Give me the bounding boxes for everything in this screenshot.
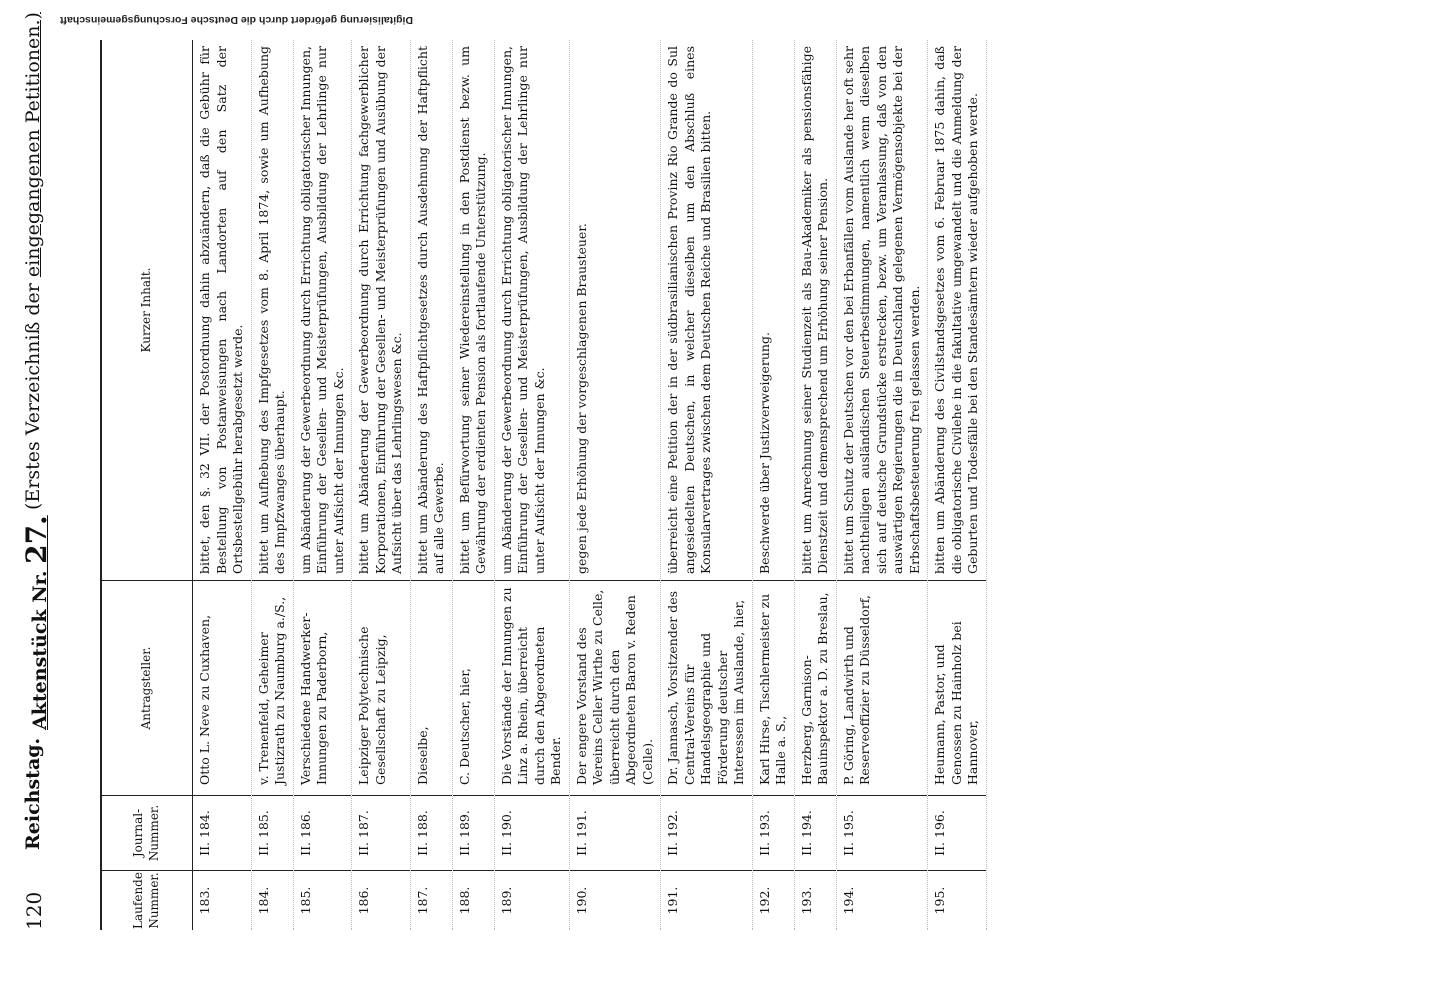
publisher-title: Reichstag. (22, 737, 44, 850)
cell-laufende-nummer: 183. (193, 870, 251, 930)
cell-journal-nummer: II. 196. (928, 795, 986, 870)
cell-laufende-nummer: 186. (352, 870, 410, 930)
column-header-antragsteller: Antragsteller. (102, 580, 192, 795)
cell-antragsteller: Die Vorstände der Innungen zu Linz a. Rhein, überreicht durch den Abgeordneten Bender. (495, 580, 569, 795)
cell-inhalt: um Abänderung der Gewerbeordnung durch Errichtung obligatorischer Innungen, Einführung der Gesellen- und Meisterprüfungen, Ausbildung der Lehrlinge nur unter Aufsicht der Innungen &c. (498, 46, 547, 574)
cell-laufende-nummer: 193. (795, 870, 836, 930)
cell-inhalt: um Abänderung der Gewerbeordnung durch Errichtung obligatorischer Innungen, Einführung der Gesellen- und Meisterprüfungen, Ausbildung der Lehrlinge nur unter Aufsicht der Innungen &c. (297, 46, 346, 574)
table-row (411, 40, 453, 930)
cell-inhalt: bitten um Abänderung des Civilstandsgesetzes vom 6. Februar 1875 dahin, daß die obligatorische Civilehe in die fakultative umgewandelt und die Anmeldung der Geburten und Todesfälle bei den Standesämtern wieder aufgehoben werde. (932, 46, 980, 574)
cell-journal-nummer: II. 188. (411, 795, 452, 870)
subtitle-underlined: eingegangenen Petitionen.) (22, 12, 44, 278)
document-title (20, 515, 53, 730)
cell-inhalt: Beschwerde über Justizverweigerung. (756, 332, 772, 574)
column-header-inhalt: Kurzer Inhalt. (139, 267, 154, 353)
petitions-table (100, 40, 987, 930)
cell-inhalt: überreicht eine Petition der in der südbrasilianischen Provinz Rio Grande do Sul angesiedelten Deutschen, in welcher dieselben um den Abschluß eines Konsularvertrages zwischen dem Deutschen Reiche und Brasilien bitten. (665, 46, 713, 574)
cell-inhalt: bittet um Abänderung der Gewerbeordnung durch Errichtung fachgewerblicher Korporationen, Einführung der Gesellen- und Meisterprüfungen und Ausübung der Aufsicht über das Lehrlingswesen &c. (356, 46, 404, 574)
cell-antragsteller: Karl Hirse, Tischlermeister zu Halle a. S., (753, 580, 794, 795)
cell-journal-nummer: II. 195. (837, 795, 928, 870)
cell-journal-nummer: II. 189. (453, 795, 494, 870)
cell-antragsteller: Dr. Jannasch, Vorsitzender des Central-Vereins für Handelsgeographie und Förderung deutscher Interessen im Auslande, hier, (661, 580, 752, 795)
table-row (453, 40, 495, 930)
funding-note: Digitalisierung gefördert durch die Deutsche Forschungsgemeinschaft (60, 14, 413, 26)
cell-journal-nummer: II. 184. (193, 795, 251, 870)
cell-journal-nummer: II. 185. (252, 795, 293, 870)
document-number: 27. (20, 515, 53, 564)
cell-journal-nummer: II. 193. (753, 795, 794, 870)
cell-laufende-nummer: 194. (837, 870, 928, 930)
table-row (928, 40, 987, 930)
document-subtitle (22, 12, 44, 510)
cell-laufende-nummer: 191. (661, 870, 752, 930)
cell-antragsteller: Der engere Vorstand des Vereins Celler Wirthe zu Celle, überreicht durch den Abgeordneten Baron v. Reden (Celle). (570, 580, 661, 795)
cell-antragsteller: Heumann, Pastor, und Genossen zu Hainholz bei Hannover, (928, 580, 986, 795)
side-note (60, 10, 1060, 26)
subtitle-prefix: (Erstes Verzeichniß der (22, 283, 44, 510)
cell-inhalt: bittet um Schutz der Deutschen vor den bei Erbanfällen vom Auslande her oft sehr nachtheiligen ausländischen Steuerbestimmungen, namentlich wenn dieselben sich auf deutsche Grundstücke erstrecken, bezw. um Veranlassung, daß von den auswärtigen Regierungen die in Deutschland gelegenen Vermögensobjekte bei der Erbschaftsbesteuerung frei gelassen werden. (840, 46, 922, 574)
table-row (570, 40, 662, 930)
table-row (193, 40, 252, 930)
cell-journal-nummer: II. 191. (570, 795, 661, 870)
cell-laufende-nummer: 187. (411, 870, 452, 930)
column-header-journal: Journal-Nummer. (102, 795, 192, 870)
document-prefix: Aktenstück Nr. (29, 570, 51, 730)
column-header-laufende: Laufende Nummer. (102, 870, 192, 930)
cell-journal-nummer: II. 194. (795, 795, 836, 870)
page-header (12, 12, 60, 970)
table-row (753, 40, 795, 930)
page-number: 120 (22, 891, 46, 930)
cell-laufende-nummer: 184. (252, 870, 293, 930)
cell-laufende-nummer: 195. (928, 870, 986, 930)
table-row (795, 40, 837, 930)
cell-antragsteller: C. Deutscher, hier, (453, 580, 494, 795)
cell-journal-nummer: II. 187. (352, 795, 410, 870)
cell-laufende-nummer: 189. (495, 870, 569, 930)
cell-inhalt: bittet um Anrechnung seiner Studienzeit als Bau-Akademiker als pensionsfähige Dienstzeit und demensprechend um Erhöhung seiner Pension. (798, 46, 830, 574)
table-row (252, 40, 294, 930)
cell-antragsteller: Leipziger Polytechnische Gesellschaft zu Leipzig, (352, 580, 410, 795)
cell-antragsteller: P. Göring, Landwirth und Reserveoffizier zu Düsseldorf, (837, 580, 928, 795)
cell-laufende-nummer: 188. (453, 870, 494, 930)
table-row (661, 40, 753, 930)
cell-laufende-nummer: 185. (294, 870, 352, 930)
cell-antragsteller: v. Trenenfeld, Geheimer Justizrath zu Naumburg a./S., (252, 580, 293, 795)
cell-laufende-nummer: 192. (753, 870, 794, 930)
cell-inhalt: bittet, den §. 32 VII. der Postordnung dahin abzuändern, daß die Gebühr für Bestellung von Postanweisungen nach Landorten auf den Satz der Ortsbestellgebühr herabgesetzt werde. (197, 46, 245, 574)
cell-inhalt: bittet um Befürwortung seiner Wiedereinstellung in den Postdienst bezw. um Gewährung der erdienten Pension als fortlaufende Unterstützung. (456, 46, 488, 574)
table-header (102, 40, 193, 930)
table-row (352, 40, 411, 930)
cell-antragsteller: Herzberg, Garnison-Bauinspektor a. D. zu Breslau, (795, 580, 836, 795)
table-body (193, 40, 987, 930)
cell-inhalt: bittet um Aufhebung des Impfgesetzes vom 8. April 1874, sowie um Aufhebung des Impfzwanges überhaupt. (255, 46, 287, 574)
cell-antragsteller: Otto L. Neve zu Cuxhaven, (193, 580, 251, 795)
cell-inhalt: bittet um Abänderung des Haftpflichtgesetzes durch Ausdehnung der Haftpflicht auf alle Gewerbe. (414, 46, 446, 574)
cell-journal-nummer: II. 192. (661, 795, 752, 870)
cell-laufende-nummer: 190. (570, 870, 661, 930)
cell-antragsteller: Dieselbe, (411, 580, 452, 795)
cell-journal-nummer: II. 186. (294, 795, 352, 870)
table-row (837, 40, 929, 930)
table-row (495, 40, 570, 930)
table-row (294, 40, 353, 930)
cell-journal-nummer: II. 190. (495, 795, 569, 870)
cell-antragsteller: Verschiedene Handwerker-Innungen zu Paderborn, (294, 580, 352, 795)
cell-inhalt: gegen jede Erhöhung der vorgeschlagenen Brausteuer. (573, 223, 589, 574)
